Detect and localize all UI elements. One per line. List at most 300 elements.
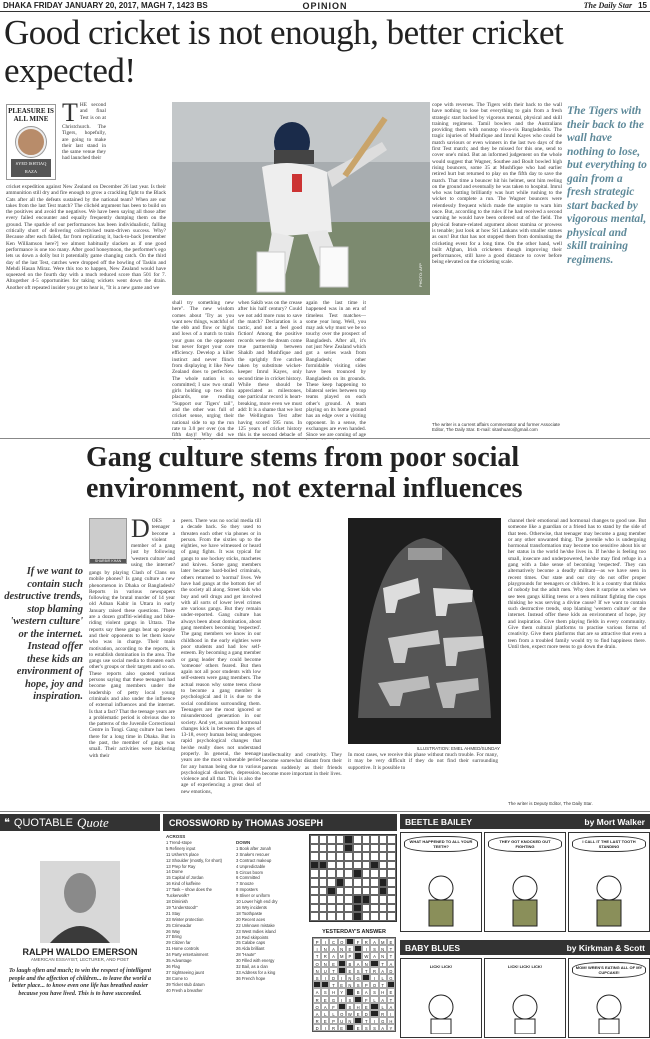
answer-cell: A: [354, 960, 362, 967]
speech-bubble: MOM! WREN'S EATING ALL OF MY CUPCAKE!: [572, 962, 646, 978]
photo-credit: PHOTO: AFP: [418, 263, 423, 287]
grid-cell[interactable]: [379, 835, 388, 844]
grid-cell[interactable]: [387, 869, 396, 878]
grid-cell[interactable]: [370, 869, 379, 878]
answer-cell: E: [329, 960, 337, 967]
grid-cell[interactable]: [344, 852, 353, 861]
answer-cell: M: [338, 952, 346, 959]
answer-cell: T: [329, 981, 337, 988]
article2-body-col4: In most cases, we receive this phase without much trouble. For many, it may be very difficult if they do not find their surrounding supportive. It is possible to: [348, 752, 498, 771]
grid-cell[interactable]: [310, 844, 319, 853]
down-clue: 3 Contract makeup: [236, 857, 272, 863]
grid-cell[interactable]: [362, 887, 371, 896]
grid-cell[interactable]: [319, 895, 328, 904]
grid-cell[interactable]: [319, 878, 328, 887]
grid-cell[interactable]: [353, 861, 362, 870]
grid-cell[interactable]: [327, 887, 336, 896]
answer-cell: A: [379, 967, 387, 974]
answer-cell: S: [321, 988, 329, 995]
grid-cell[interactable]: [327, 912, 336, 921]
grid-cell[interactable]: [379, 895, 388, 904]
article2-lead: DOES a teenager become a violent member of a gang just by following 'western culture' and using the internet?: [131, 518, 175, 568]
across-clue: 40 Fresh a breather: [166, 987, 203, 993]
across-clue: 31 Home controls: [166, 946, 199, 952]
answer-cell: [387, 981, 395, 988]
grid-cell[interactable]: [353, 904, 362, 913]
answer-cell: R: [321, 952, 329, 959]
down-clue: 22 Unknown mistake: [236, 922, 275, 928]
grid-cell[interactable]: [370, 861, 379, 870]
grid-cell[interactable]: [336, 912, 345, 921]
answer-cell: E: [346, 945, 354, 952]
grid-cell[interactable]: [379, 904, 388, 913]
batsman-illustration: [172, 102, 430, 295]
grid-cell[interactable]: [353, 912, 362, 921]
grid-cell[interactable]: [370, 835, 379, 844]
comic-panel: [568, 832, 650, 932]
down-clue: 26 Alda brilliant: [236, 946, 265, 952]
article2-body-col3: intellectuality and creativity. They become somewhat distant from their parents suddenly as their friends become more important in their lives.: [262, 752, 342, 777]
answer-cell: E: [387, 988, 395, 995]
article1-body-col4: again the last time it happened was in an era of timeless Test matches—some year long. Well, you may ask why must we be so touchy over the prospect of Bangladesh. After all, it's not just New Zealand which got a series wash from Bangladesh; other formidable visiting sides have been trounced by Bangladesh on its grounds. These keep happening to bilateral series between top teams played on each other's ground. A team playing on its home ground has an edge over a visiting opponent. In a sense, the exchanges are even handed. Since we are coming of age: [306, 300, 366, 439]
answer-cell: N: [362, 960, 370, 967]
grid-cell[interactable]: [310, 887, 319, 896]
comic-panel: [400, 958, 482, 1038]
answer-cell: [338, 1003, 346, 1010]
answer-cell: [354, 996, 362, 1003]
grid-cell[interactable]: [319, 887, 328, 896]
answer-cell: [370, 1003, 378, 1010]
answer-cell: I: [338, 996, 346, 1003]
answer-cell: A: [313, 988, 321, 995]
grid-cell[interactable]: [353, 844, 362, 853]
answer-cell: G: [379, 1017, 387, 1024]
answer-cell: I: [338, 974, 346, 981]
grid-cell[interactable]: [344, 912, 353, 921]
answer-cell: I: [370, 1017, 378, 1024]
across-clue: 18 Diminish: [166, 898, 188, 904]
down-clue: 9 Sliver or uniform: [236, 893, 270, 899]
grid-cell[interactable]: [379, 869, 388, 878]
grid-cell[interactable]: [344, 835, 353, 844]
answer-cell: O: [313, 1003, 321, 1010]
answer-cell: I: [321, 1024, 329, 1031]
answer-cell: D: [387, 967, 395, 974]
answer-cell: E: [321, 996, 329, 1003]
grid-cell[interactable]: [387, 887, 396, 896]
grid-cell[interactable]: [327, 835, 336, 844]
answer-cell: T: [387, 996, 395, 1003]
answer-cell: E: [387, 938, 395, 945]
answer-cell: P: [346, 952, 354, 959]
grid-cell[interactable]: [327, 852, 336, 861]
grid-cell[interactable]: [327, 895, 336, 904]
grid-cell[interactable]: [362, 852, 371, 861]
answer-cell: N: [379, 952, 387, 959]
answer-cell: I: [313, 945, 321, 952]
across-clue: 13 Prep for Ray: [166, 863, 196, 869]
down-label: DOWN: [236, 840, 251, 845]
answer-cell: G: [329, 996, 337, 1003]
answer-cell: S: [354, 967, 362, 974]
answer-cell: B: [354, 988, 362, 995]
answer-cell: T: [329, 967, 337, 974]
answer-cell: [338, 967, 346, 974]
answer-cell: H: [379, 988, 387, 995]
page-number: 15: [638, 1, 647, 10]
answer-cell: N: [346, 981, 354, 988]
page-header: [0, 0, 650, 12]
cricket-photo: [172, 102, 430, 295]
illustration-credit: ILLUSTRATION: EMEL AHMED/SUNDAY: [416, 746, 500, 751]
answer-cell: R: [329, 1024, 337, 1031]
answer-cell: P: [362, 981, 370, 988]
grid-cell[interactable]: [319, 844, 328, 853]
answer-cell: S: [370, 988, 378, 995]
grid-cell[interactable]: [353, 835, 362, 844]
grid-cell[interactable]: [310, 904, 319, 913]
answer-cell: L: [370, 996, 378, 1003]
answer-cell: F: [354, 938, 362, 945]
grid-cell[interactable]: [387, 835, 396, 844]
grid-cell[interactable]: [362, 835, 371, 844]
answer-cell: M: [379, 938, 387, 945]
grid-cell[interactable]: [379, 852, 388, 861]
answer-cell: A: [387, 960, 395, 967]
down-clue: 18 Toothpaste: [236, 910, 263, 916]
dropcap: T: [62, 102, 78, 127]
answer-cell: [321, 981, 329, 988]
grid-cell[interactable]: [319, 904, 328, 913]
grid-cell[interactable]: [319, 861, 328, 870]
answer-cell: [354, 945, 362, 952]
sound-effect: LICK! LICK! LICK!: [488, 962, 562, 971]
across-clue: 12 Shoulder (mostly, for short): [166, 857, 223, 863]
answer-cell: L: [321, 1010, 329, 1017]
answer-cell: N: [338, 945, 346, 952]
answer-cell: N: [346, 974, 354, 981]
grid-cell[interactable]: [336, 869, 345, 878]
answer-cell: L: [379, 1003, 387, 1010]
grid-cell[interactable]: [370, 887, 379, 896]
speech-bubble: THEY GOT KNOCKED OUT FIGHTING: [488, 836, 562, 852]
answer-cell: I: [387, 1010, 395, 1017]
across-clue: 15 Capital of Jordan: [166, 875, 204, 881]
column-name: PLEASURE IS ALL MINE: [8, 107, 54, 123]
quote-author: RALPH WALDO EMERSON: [22, 947, 138, 957]
grid-cell[interactable]: [362, 861, 371, 870]
grid-cell[interactable]: [379, 887, 388, 896]
grid-cell[interactable]: [370, 895, 379, 904]
answer-cell: N: [321, 960, 329, 967]
article1-body-col2: shall try something new here". The new wisdom comes about 'Try as you want new things, watchful of the ebb and flow or highs and lows of a match to train your guns on the opponent but never forget your core efficiency. Develop a killer instinct and never flinch from displaying it like New Zealand does to perfection. The whole nation is so committed; I saw two small girls holding up two thin placards, one reading "Support our Tigers' tail", and the other was full of cricket sense, urging their national side to up the run rate to 3.0 per over (on the fifth day)! Why did we: [172, 300, 234, 439]
grid-cell[interactable]: [344, 895, 353, 904]
answer-cell: W: [346, 1010, 354, 1017]
answer-cell: P: [313, 938, 321, 945]
across-clue: 16 Kind of kaffeine: [166, 881, 201, 887]
answer-cell: S: [346, 996, 354, 1003]
crossword-grid[interactable]: [309, 834, 397, 922]
section-title: OPINION: [302, 0, 348, 11]
grid-cell[interactable]: [387, 861, 396, 870]
across-clue: 25 Crimeadar: [166, 922, 192, 928]
answer-cell: A: [329, 945, 337, 952]
down-clue: 1 Book after Jonah: [236, 845, 272, 851]
grid-cell[interactable]: [379, 878, 388, 887]
grid-cell[interactable]: [379, 912, 388, 921]
across-clue: 19 "Understood!": [166, 904, 198, 910]
down-clue: 36 French hope: [236, 975, 266, 981]
article2-author-bio: The writer is Deputy Editor, The Daily Star.: [508, 801, 593, 806]
answer-cell: A: [379, 996, 387, 1003]
answer-cell: E: [346, 967, 354, 974]
grid-cell[interactable]: [336, 878, 345, 887]
answer-cell: T: [379, 981, 387, 988]
grid-cell[interactable]: [362, 912, 371, 921]
gang-illustration: [348, 518, 501, 744]
answer-cell: A: [329, 952, 337, 959]
down-clue: 32 Bail, as a clan: [236, 964, 268, 970]
grid-cell[interactable]: [327, 861, 336, 870]
across-clue: 37 Sightseeing jaunt: [166, 969, 204, 975]
across-clue: 29 Citizen far: [166, 940, 191, 946]
across-clue: 34 Party entertainment: [166, 952, 209, 958]
author-photo: [16, 127, 46, 157]
answer-cell: T: [379, 960, 387, 967]
grid-cell[interactable]: [327, 878, 336, 887]
emerson-portrait: [40, 861, 120, 943]
grid-cell[interactable]: [344, 861, 353, 870]
grid-cell[interactable]: [336, 852, 345, 861]
answer-cell: P: [329, 1017, 337, 1024]
grid-cell[interactable]: [310, 852, 319, 861]
answer-cell: O: [338, 938, 346, 945]
across-clue: 17 Task – show does the Tuckerwolk?: [166, 887, 213, 899]
down-clue: 10 Lower high end dry: [236, 899, 278, 905]
answer-cell: H: [387, 1017, 395, 1024]
paper-logo: The Daily Star: [583, 1, 633, 10]
article2-headline[interactable]: Gang culture stems from poor social environment, not external influences: [86, 442, 523, 504]
article2-body-col2: peers. There was no social media till a decade back. So they used to threaten each other via phones or in person. From the sixties up to the eighties, we have witnessed or heard of gang fights. It was typical for gangs to use hockey sticks, machetes and knives. Some gang members later became hard-boiled criminals, others returned to 'normal' lives. We have had gangs at the bottom tier of the society all along. Street kids who buy and sell drugs and get involved with all sorts of lower level crimes are various gangs. But they remain under-reported. Gang culture has always been about domination, about gang members becoming 'respected'. The gang members we know in our childhood in the early eighties were poor students and had low self-esteem. By becoming a gang member or gang leader they could become 'someone' others feared. But then again not all poor students with low self-esteem were gang members. The actual reason why some teens chose to become a gang member is psychological and it is due to the social conditions surrounding them. Teenagers are the most ignored or misunderstood generation in our society. And yet, as natural hormonal changes kick in between the ages of 13-18, every human being undergoes rapid psychological changes that he/she really does not understand properly. In general, the teenage years are the most vulnerable period for any human being due to various psychological disorders, depression, violence and all that. This is also the age of experiencing a great deal of new emotions,: [181, 518, 261, 795]
speech-bubble: I CALL IT THE LAST TOOTH STANDING: [572, 836, 646, 852]
answer-cell: A: [313, 1010, 321, 1017]
quotable-quote-box: [0, 814, 160, 1038]
grid-cell[interactable]: [387, 912, 396, 921]
answer-cell: S: [362, 1024, 370, 1031]
answer-cell: N: [346, 1017, 354, 1024]
grid-cell[interactable]: [327, 869, 336, 878]
answer-cell: Y: [338, 988, 346, 995]
grid-cell[interactable]: [370, 904, 379, 913]
answer-cell: O: [370, 981, 378, 988]
grid-cell[interactable]: [310, 861, 319, 870]
answer-cell: I: [321, 938, 329, 945]
answer-cell: N: [321, 945, 329, 952]
down-clue: 7 Snooze: [236, 881, 254, 887]
answer-cell: U: [338, 1017, 346, 1024]
down-clues: [236, 834, 308, 982]
answer-cell: A: [370, 952, 378, 959]
answer-cell: R: [362, 938, 370, 945]
grid-cell[interactable]: [353, 852, 362, 861]
down-clue: 4 Unpredictable: [236, 863, 266, 869]
answer-cell: [362, 974, 370, 981]
grid-cell[interactable]: [344, 878, 353, 887]
column-badge: [6, 104, 56, 180]
answer-cell: H: [329, 988, 337, 995]
grid-cell[interactable]: [362, 904, 371, 913]
article1-body-col1: cricket expedition against New Zealand on December 26 last year. Is their ammunition still dry and fire enough to grow a crackling fight to the Black Cats after all the defeats sustained by the national team? When are our takes from the last Test match? The clichéd argument has been to build on the positives and avoid the negatives. We have been saying all those after every failed encounter and equally frequently dumping them on the ground. The sparkle of our performances has been individualistic, falling critically short of delivering collectivised team-driven success. Why? Because after each failed, far from replicating it, back-to-back [remember Ken Williamson here?] we almost habitually slacken as if one good performance is one too many. After good honeymoon, the performer's ego lets us down a dolly but it potentially game changing catch. On the third day of the last Test, catches were dropped off the bowling of Taskin and Mehdi Hasan Miraz. Were this too to happen, New Zealand would have squeezed on the fourth day with a much reduced score than 501 for 7. Altogether 4-5 opportunities for taking wickets went down the drain. Another oft repeated insider you get to hear is, "It is a new game and we: [6, 184, 166, 291]
grid-cell[interactable]: [362, 878, 371, 887]
grid-cell[interactable]: [319, 912, 328, 921]
grid-cell[interactable]: [336, 904, 345, 913]
answer-cell: T: [362, 1017, 370, 1024]
across-clue: 36 Flag: [166, 963, 180, 969]
across-clue: 11 Ushers's place: [166, 851, 199, 857]
across-clue: 23 Winter protection: [166, 916, 204, 922]
comic-panel: [568, 958, 650, 1038]
down-clue: 30 Filled with energy: [236, 958, 275, 964]
answer-cell: N: [313, 967, 321, 974]
grid-cell[interactable]: [319, 869, 328, 878]
down-clue: 20 Recent aces: [236, 916, 266, 922]
grid-cell[interactable]: [353, 878, 362, 887]
grid-cell[interactable]: [370, 844, 379, 853]
answer-cell: R: [313, 996, 321, 1003]
comic-panel: [400, 832, 482, 932]
quote-icon: ❝: [4, 817, 10, 829]
grid-cell[interactable]: [370, 852, 379, 861]
across-clue: 38 Come to: [166, 975, 188, 981]
answer-cell: [338, 960, 346, 967]
answer-cell: L: [329, 1010, 337, 1017]
comic-panel: [484, 958, 566, 1038]
grid-cell[interactable]: [387, 878, 396, 887]
answer-cell: A: [362, 988, 370, 995]
grid-cell[interactable]: [310, 869, 319, 878]
grid-cell[interactable]: [379, 861, 388, 870]
speech-bubble: WHAT HAPPENED TO ALL YOUR TEETH?: [404, 836, 478, 852]
quote-author-subtitle: AMERICAN ESSAYIST, LECTURER, AND POET: [30, 957, 130, 962]
yesterdays-answer: [312, 929, 396, 1032]
grid-cell[interactable]: [379, 844, 388, 853]
grid-cell[interactable]: [344, 869, 353, 878]
answer-cell: A: [321, 1003, 329, 1010]
answer-title: YESTERDAY'S ANSWER: [322, 929, 386, 935]
answer-cell: F: [362, 996, 370, 1003]
across-clue: 21 Stay: [166, 910, 181, 916]
across-clue: 39 Ticket stub datum: [166, 981, 205, 987]
answer-cell: [346, 1024, 354, 1031]
down-clue: 8 Imposters: [236, 887, 258, 893]
grid-cell[interactable]: [319, 852, 328, 861]
answer-cell: E: [338, 1024, 346, 1031]
grid-cell[interactable]: [362, 869, 371, 878]
answer-cell: S: [346, 1003, 354, 1010]
down-clue: 6 Committed: [236, 875, 260, 881]
across-clue: 14 Dome: [166, 869, 183, 875]
grid-cell[interactable]: [327, 844, 336, 853]
answer-cell: E: [338, 981, 346, 988]
section-divider-2: [0, 811, 650, 812]
grid-cell[interactable]: [362, 895, 371, 904]
header-date-line: DHAKA FRIDAY JANUARY 20, 2017, MAGH 7, 1423 BS: [3, 1, 208, 10]
author2-photo: [89, 518, 127, 564]
grid-cell[interactable]: [387, 904, 396, 913]
answer-cell: T: [387, 952, 395, 959]
answer-cell: W: [362, 952, 370, 959]
illustration-image: [348, 518, 501, 744]
article1-lead: THE second and final Test is on at Christchurch. The Tigers, hopefully, are going to make their last stand in the same venue they had launched their: [62, 102, 106, 162]
grid-cell[interactable]: [336, 895, 345, 904]
grid-cell[interactable]: [387, 852, 396, 861]
grid-cell[interactable]: [310, 878, 319, 887]
across-clue: 27 Bring: [166, 934, 182, 940]
grid-cell[interactable]: [336, 861, 345, 870]
grid-cell[interactable]: [387, 895, 396, 904]
article1-pull-quote: The Tigers with their back to the wall have nothing to lose, but everything to gain from a fresh strategic start backed by vigorous mental, physical and skill training regimens.: [567, 105, 647, 266]
grid-cell[interactable]: [310, 835, 319, 844]
down-clue: 25 Calabe caps: [236, 940, 266, 946]
grid-cell[interactable]: [310, 895, 319, 904]
answer-cell: T: [313, 952, 321, 959]
answer-cell: Y: [387, 1024, 395, 1031]
grid-cell[interactable]: [353, 895, 362, 904]
grid-cell[interactable]: [362, 844, 371, 853]
grid-cell[interactable]: [387, 844, 396, 853]
grid-cell[interactable]: [310, 912, 319, 921]
answer-cell: E: [321, 1017, 329, 1024]
across-clue: 35 Advantage: [166, 958, 192, 964]
answer-cell: A: [370, 938, 378, 945]
quote-text: To laugh often and much; to win the respect of intelligent people and the affection of children... to leave the world a better place... to know even one life has breathed easier because you have lived. This is to have succeeded.: [8, 968, 152, 997]
answer-cell: B: [346, 960, 354, 967]
article1-author-bio: The writer is a current affairs commentator and former Associate Editor, The Daily Star. E-mail: sitashuaro@gmail.com: [432, 422, 560, 432]
answer-cell: G: [354, 974, 362, 981]
answer-cell: U: [321, 967, 329, 974]
across-clue: 5 Refinery input: [166, 845, 196, 851]
answer-cell: [354, 952, 362, 959]
down-clue: 16 Wry incidents: [236, 904, 267, 910]
answer-cell: S: [313, 974, 321, 981]
answer-cell: [313, 981, 321, 988]
grid-cell[interactable]: [353, 887, 362, 896]
grid-cell[interactable]: [353, 869, 362, 878]
across-label: ACROSS: [166, 834, 186, 839]
grid-cell[interactable]: [370, 912, 379, 921]
comic-panel: [484, 832, 566, 932]
grid-cell[interactable]: [370, 878, 379, 887]
answer-cell: S: [370, 945, 378, 952]
grid-cell[interactable]: [344, 844, 353, 853]
crossword-title: CROSSWORD by THOMAS JOSEPH: [163, 814, 397, 831]
answer-cell: O: [313, 960, 321, 967]
grid-cell[interactable]: [336, 887, 345, 896]
answer-cell: E: [362, 1003, 370, 1010]
sound-effect: LICK! LICK!: [404, 962, 478, 971]
grid-cell[interactable]: [344, 887, 353, 896]
answer-cell: G: [387, 974, 395, 981]
answer-cell: H: [354, 1003, 362, 1010]
answer-cell: [346, 988, 354, 995]
grid-cell[interactable]: [336, 835, 345, 844]
article1-headline[interactable]: Good cricket is not enough, better cricket expected!: [4, 13, 564, 90]
article2-pull-quote: If we want to contain such destructive trends, stop blaming 'western culture' or the internet. Instead offer these kids an environment of hope, joy and inspiration.: [4, 566, 83, 702]
grid-cell[interactable]: [327, 904, 336, 913]
grid-cell[interactable]: [319, 835, 328, 844]
grid-cell[interactable]: [336, 844, 345, 853]
grid-cell[interactable]: [344, 904, 353, 913]
